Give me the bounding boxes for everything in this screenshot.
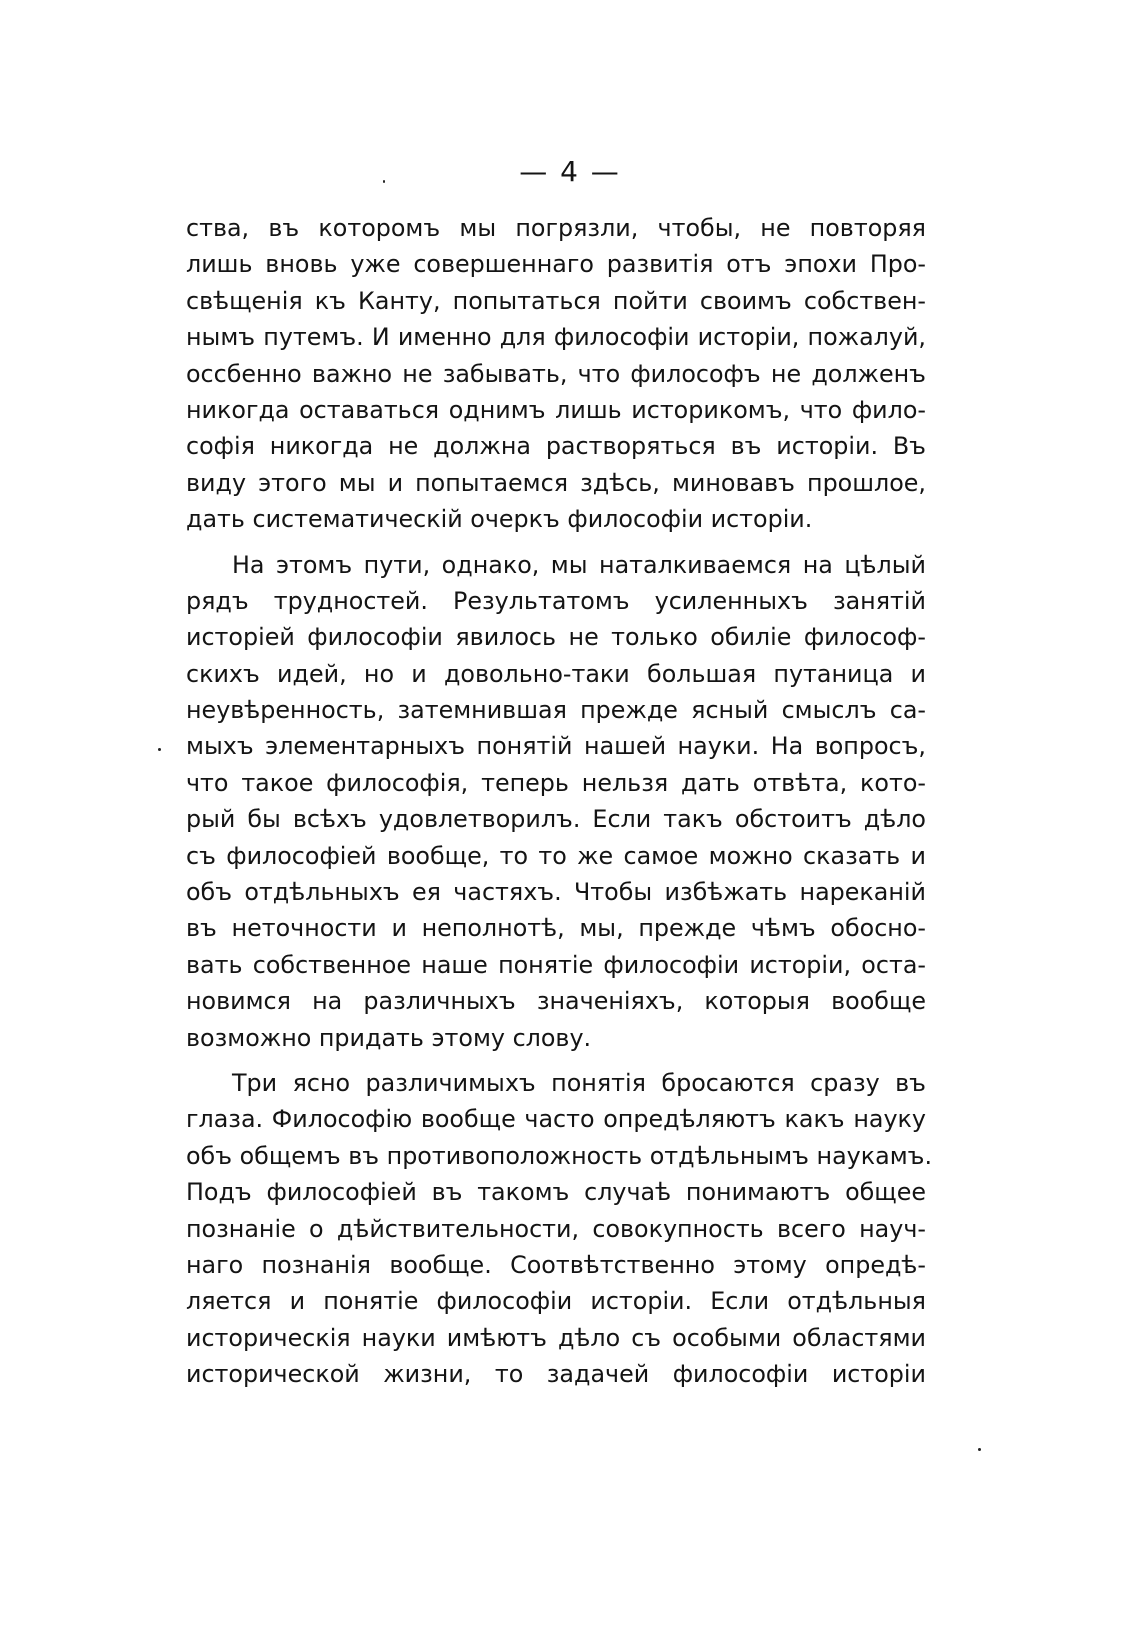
text-line: рядъ трудностей. Результатомъ усиленныхъ занятій (186, 586, 926, 615)
text-line: что такое философія, теперь нельзя дать отвѣта, кото- (186, 768, 926, 797)
text-line: исторической жизни, то задачей философіи исторіи (186, 1360, 926, 1389)
text-line: мыхъ элементарныхъ понятій нашей науки. На вопросъ, (186, 732, 926, 761)
body-text (186, 210, 933, 1393)
text-line: въ неточности и неполнотѣ, мы, прежде чѣмъ обосно- (186, 914, 926, 943)
text-line: никогда оставаться однимъ лишь историкомъ, что фило- (186, 395, 926, 424)
text-line: свѣщенія къ Канту, попытаться пойти своимъ собствен- (186, 286, 926, 315)
text-line: нымъ путемъ. И именно для философіи исторіи, пожалуй, (186, 323, 926, 352)
text-line: вать собственное наше понятіе философіи исторіи, оста- (186, 950, 926, 979)
text-line: объ общемъ въ противоположность отдѣльнымъ наукамъ. (186, 1141, 933, 1170)
text-line: познаніе о дѣйствительности, совокупность всего науч- (186, 1214, 926, 1243)
text-line: Подъ философіей въ такомъ случаѣ понимаютъ общее (186, 1178, 926, 1207)
text-line: оссбенно важно не забывать, что философъ не долженъ (186, 359, 926, 388)
scan-speck (158, 748, 161, 751)
scan-speck (978, 1448, 981, 1451)
paragraph (186, 547, 926, 1056)
page-number: — 4 — (519, 155, 621, 188)
text-line: На этомъ пути, однако, мы наталкиваемся на цѣлый (232, 550, 926, 579)
text-line: скихъ идей, но и довольно-таки большая путаница и (186, 659, 926, 688)
text-line: глаза. Философію вообще часто опредѣляютъ какъ науку (186, 1105, 926, 1134)
scan-speck (383, 180, 385, 183)
text-line: ляется и понятіе философіи исторіи. Если отдѣльныя (186, 1287, 926, 1316)
text-line: объ отдѣльныхъ ея частяхъ. Чтобы избѣжать нареканій (186, 878, 926, 907)
text-line: рый бы всѣхъ удовлетворилъ. Если такъ обстоитъ дѣло (186, 805, 926, 834)
paragraph (186, 1065, 933, 1393)
paragraph (186, 210, 926, 538)
text-line: лишь вновь уже совершеннаго развитія отъ эпохи Про- (186, 250, 926, 279)
text-line: возможно придать этому слову. (186, 1023, 592, 1052)
text-line: исторіей философіи явилось не только обиліе философ- (186, 623, 926, 652)
text-line: дать систематическій очеркъ философіи исторіи. (186, 505, 813, 534)
text-line: виду этого мы и попытаемся здѣсь, миновавъ прошлое, (186, 468, 926, 497)
text-line: софія никогда не должна растворяться въ исторіи. Въ (186, 432, 926, 461)
text-line: Три ясно различимыхъ понятія бросаются сразу въ (232, 1068, 926, 1097)
text-line: неувѣренность, затемнившая прежде ясный смыслъ са- (186, 696, 926, 725)
text-line: новимся на различныхъ значеніяхъ, которыя вообще (186, 987, 926, 1016)
text-line: наго познанія вообще. Соотвѣтственно этому опредѣ- (186, 1250, 926, 1279)
text-line: ства, въ которомъ мы погрязли, чтобы, не повторяя (186, 214, 926, 242)
text-line: историческія науки имѣютъ дѣло съ особыми областями (186, 1323, 926, 1352)
text-line: съ философіей вообще, то то же самое можно сказать и (186, 841, 926, 870)
